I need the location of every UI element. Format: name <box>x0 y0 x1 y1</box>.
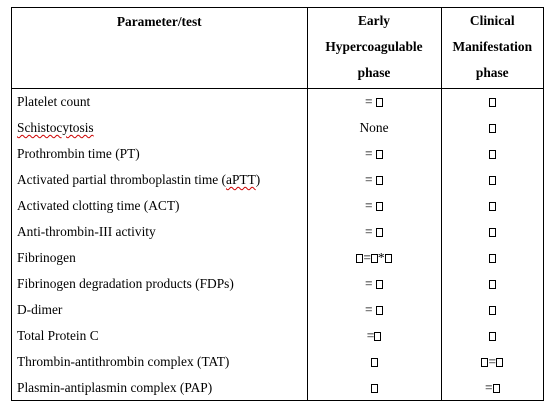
clinical-phase-value <box>489 302 496 317</box>
parameter-cell <box>12 167 307 193</box>
clinical-phase-cell <box>441 167 543 193</box>
clinical-phase-value <box>489 146 496 161</box>
missing-glyph-box-icon <box>371 254 378 263</box>
early-phase-value: = <box>365 172 383 187</box>
parameter-label: Fibrinogen <box>17 250 76 265</box>
parameter-label: Anti-thrombin-III activity <box>17 224 156 239</box>
early-phase-value: = <box>365 94 383 109</box>
clinical-phase-cell <box>441 245 543 271</box>
header-early-line-3: phase <box>357 65 391 80</box>
missing-glyph-box-icon <box>489 202 496 211</box>
header-clinical-line-3: phase <box>475 65 509 80</box>
parameter-cell <box>12 193 307 219</box>
missing-glyph-box-icon <box>489 176 496 185</box>
missing-glyph-box-icon <box>489 280 496 289</box>
early-phase-cell <box>307 375 441 401</box>
parameter-label: Plasmin-antiplasmin complex (PAP) <box>17 380 213 395</box>
early-phase-value: = * <box>356 250 391 265</box>
missing-glyph-box-icon <box>481 358 488 367</box>
header-early-line-2: Hypercoagulable <box>325 39 423 54</box>
missing-glyph-box-icon <box>489 306 496 315</box>
clinical-phase-value <box>489 328 496 343</box>
table-row <box>12 323 543 349</box>
clinical-phase-value <box>489 198 496 213</box>
parameter-cell <box>12 375 307 401</box>
clinical-phase-value <box>489 120 496 135</box>
clinical-phase-cell <box>441 271 543 297</box>
parameter-cell <box>12 323 307 349</box>
clinical-phase-cell <box>441 89 543 116</box>
clinical-phase-cell <box>441 193 543 219</box>
table-row <box>12 375 543 401</box>
clinical-phase-value <box>489 94 496 109</box>
early-phase-cell <box>307 245 441 271</box>
missing-glyph-box-icon <box>376 306 383 315</box>
missing-glyph-box-icon <box>376 280 383 289</box>
clinical-phase-cell <box>441 297 543 323</box>
early-phase-cell <box>307 167 441 193</box>
header-parameter-test <box>12 8 307 89</box>
early-phase-value: = <box>365 146 383 161</box>
missing-glyph-box-icon <box>489 228 496 237</box>
table-row <box>12 219 543 245</box>
clinical-phase-value <box>489 172 496 187</box>
document-table-frame <box>11 7 544 401</box>
missing-glyph-box-icon <box>489 98 496 107</box>
header-clinical-line-2: Manifestation <box>452 39 533 54</box>
missing-glyph-box-icon <box>371 384 378 393</box>
early-phase-cell <box>307 297 441 323</box>
header-early-line-1: Early <box>358 13 390 28</box>
header-early-phase <box>307 8 441 89</box>
spellcheck-flagged-word: Schistocytosis <box>17 120 94 135</box>
missing-glyph-box-icon <box>376 202 383 211</box>
table-row <box>12 115 543 141</box>
table-row <box>12 193 543 219</box>
parameter-cell <box>12 219 307 245</box>
parameter-label: Activated partial thromboplastin time (aPTT) <box>17 172 261 187</box>
early-phase-cell <box>307 271 441 297</box>
early-phase-value: = <box>367 328 382 343</box>
table-header-row <box>12 8 543 89</box>
clinical-phase-cell <box>441 375 543 401</box>
early-phase-cell <box>307 349 441 375</box>
header-clinical-line-1: Clinical <box>469 13 515 28</box>
table-row <box>12 141 543 167</box>
early-phase-value <box>371 354 378 369</box>
clinical-phase-value: = <box>481 354 503 369</box>
early-phase-cell <box>307 115 441 141</box>
table-row <box>12 89 543 116</box>
missing-glyph-box-icon <box>371 358 378 367</box>
missing-glyph-box-icon <box>385 254 392 263</box>
parameter-label: Total Protein C <box>17 328 99 343</box>
early-phase-cell <box>307 193 441 219</box>
parameter-cell <box>12 89 307 116</box>
early-phase-value: None <box>359 120 389 135</box>
table-row <box>12 167 543 193</box>
clinical-phase-cell <box>441 349 543 375</box>
missing-glyph-box-icon <box>489 254 496 263</box>
parameter-label: Platelet count <box>17 94 91 109</box>
parameter-cell <box>12 297 307 323</box>
parameter-cell <box>12 115 307 141</box>
clinical-phase-cell <box>441 323 543 349</box>
clinical-phase-cell <box>441 219 543 245</box>
clinical-phase-cell <box>441 141 543 167</box>
table-row <box>12 245 543 271</box>
missing-glyph-box-icon <box>376 98 383 107</box>
header-clinical-phase <box>441 8 543 89</box>
parameter-cell <box>12 245 307 271</box>
clinical-phase-value <box>489 276 496 291</box>
header-parameter-label: Parameter/test <box>116 14 202 29</box>
missing-glyph-box-icon <box>376 228 383 237</box>
early-phase-value: = <box>365 276 383 291</box>
early-phase-cell <box>307 219 441 245</box>
missing-glyph-box-icon <box>356 254 363 263</box>
early-phase-cell <box>307 89 441 116</box>
early-phase-value <box>371 380 378 395</box>
parameter-cell <box>12 349 307 375</box>
parameter-label <box>17 120 94 135</box>
coagulation-parameters-table <box>12 8 543 401</box>
missing-glyph-box-icon <box>376 150 383 159</box>
missing-glyph-box-icon <box>489 124 496 133</box>
missing-glyph-box-icon <box>376 176 383 185</box>
table-row <box>12 297 543 323</box>
table-row <box>12 349 543 375</box>
clinical-phase-value: = <box>485 380 500 395</box>
parameter-cell <box>12 141 307 167</box>
parameter-label: Fibrinogen degradation products (FDPs) <box>17 276 234 291</box>
clinical-phase-value <box>489 250 496 265</box>
missing-glyph-box-icon <box>489 150 496 159</box>
early-phase-value: = <box>365 224 383 239</box>
table-body <box>12 89 543 402</box>
missing-glyph-box-icon <box>493 384 500 393</box>
parameter-label: Thrombin-antithrombin complex (TAT) <box>17 354 230 369</box>
missing-glyph-box-icon <box>496 358 503 367</box>
early-phase-value: = <box>365 198 383 213</box>
early-phase-cell <box>307 323 441 349</box>
missing-glyph-box-icon <box>374 332 381 341</box>
parameter-label: D-dimer <box>17 302 63 317</box>
missing-glyph-box-icon <box>489 332 496 341</box>
parameter-cell <box>12 271 307 297</box>
table-row <box>12 271 543 297</box>
clinical-phase-cell <box>441 115 543 141</box>
early-phase-cell <box>307 141 441 167</box>
parameter-label: Activated clotting time (ACT) <box>17 198 180 213</box>
early-phase-value: = <box>365 302 383 317</box>
clinical-phase-value <box>489 224 496 239</box>
spellcheck-flagged-word: aPTT <box>226 172 256 187</box>
parameter-label: Prothrombin time (PT) <box>17 146 140 161</box>
